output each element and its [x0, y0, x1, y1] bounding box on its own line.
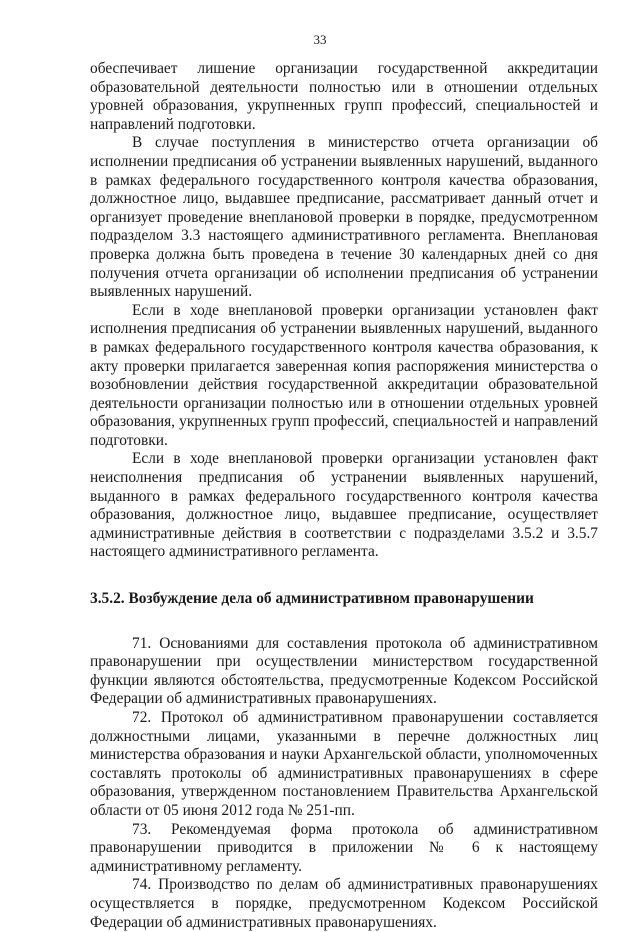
section-heading: 3.5.2. Возбуждение дела об административном правонарушении [90, 590, 534, 608]
numbered-paragraph-71: 71. Основаниями для составления протокола об административном правонарушении при осуществлении министерством государственной функции являются обстоятельства, предусмотренные Кодексом Российской Федерации об административных правонарушениях. [90, 634, 598, 708]
page-number: 33 [313, 32, 327, 47]
numbered-paragraph-72: 72. Протокол об административном правонарушении составляется должностными лицами, указанными в перечне должностных лиц министерства образования и науки Архангельской области, уполномоченных составлять протоколы об административных правонарушениях в сфере образования, утвержденном постановлением Правительства Архангельской области от 05 июня 2012 года № 251-пп. [90, 709, 598, 819]
paragraph: Если в ходе внеплановой проверки организации установлен факт неисполнения предписания об устранении выявленных нарушений, выданного в рамках федерального государственного контроля качества образования, должностное лицо, выдавшее предписание, осуществляет административные действия в соответствии с подразделами 3.5.2 и 3.5.7 настоящего административного регламента. [90, 450, 598, 561]
numbered-paragraph-73: 73. Рекомендуемая форма протокола об административном правонарушении приводится в приложении № 6 к настоящему административному регламенту. [90, 820, 598, 875]
document-body [90, 60, 598, 932]
paragraph: В случае поступления в министерство отчета организации об исполнении предписания об устранении выявленных нарушений, выданного в рамках федерального государственного контроля качества образования, должностное лицо, выдавшее предписание, рассматривает данный отчет и организует проведение внеплановой проверки в порядке, предусмотренном подразделом 3.3 настоящего административного регламента. Внеплановая проверка должна быть проведена в течение 30 календарных дней со дня получения отчета организации об исполнении предписания об устранении выявленных нарушений. [90, 134, 598, 301]
paragraph-continuation: обеспечивает лишение организации государственной аккредитации образовательной деятельности полностью или в отношении отдельных уровней образования, укрупненных групп профессий, специальностей и направлений подготовки. [90, 60, 598, 133]
numbered-paragraph-74: 74. Производство по делам об административных правонарушениях осуществляется в порядке, предусмотренном Кодексом Российской Федерации об административных правонарушениях. [90, 876, 598, 931]
paragraph: Если в ходе внеплановой проверки организации установлен факт исполнения предписания об устранении выявленных нарушений, выданного в рамках федерального государственного контроля качества образования, к акту проверки прилагается заверенная копия распоряжения министерства о возобновлении действия государственной аккредитации образовательной деятельности организации полностью или в отношении отдельных уровней образования, укрупненных групп профессий, специальностей и направлений подготовки. [90, 301, 598, 449]
